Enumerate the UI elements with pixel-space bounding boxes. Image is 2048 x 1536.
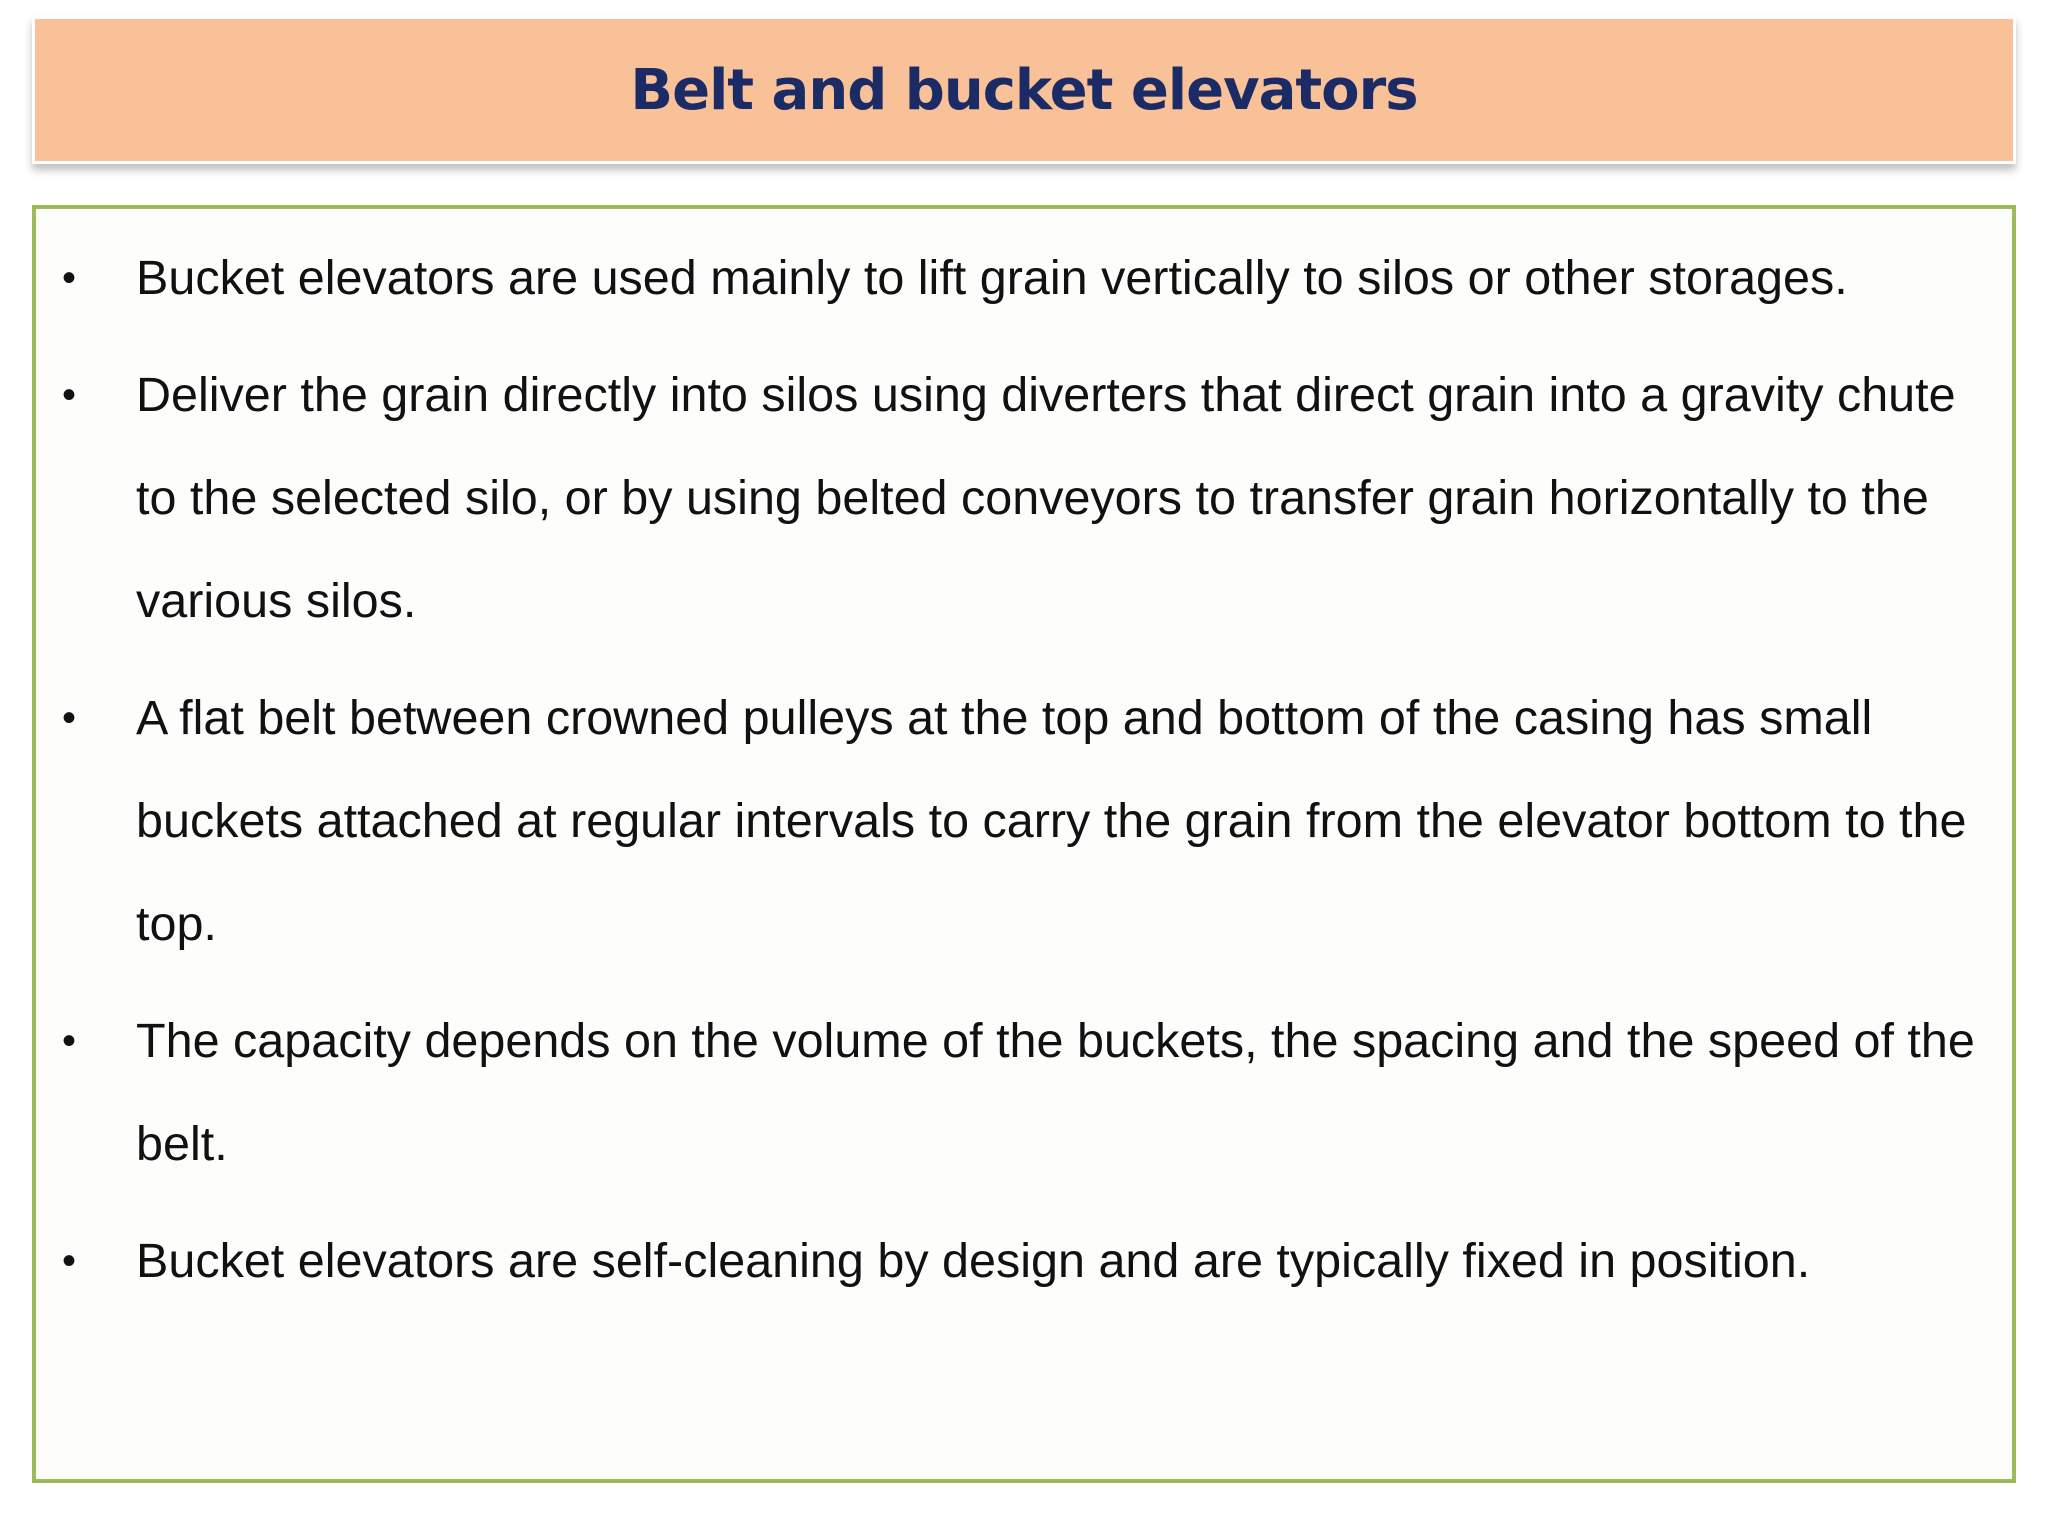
bullet-item [36, 667, 2012, 976]
bullet-item [36, 990, 2012, 1196]
bullet-item [36, 344, 2012, 653]
bullet-text: The capacity depends on the volume of the buckets, the spacing and the speed of the belt. [136, 1014, 1975, 1171]
bullet-item [36, 1210, 2012, 1313]
bullet-icon: • [62, 256, 77, 300]
bullet-icon: • [62, 1239, 77, 1283]
bullet-text: A flat belt between crowned pulleys at the top and bottom of the casing has small buckets attached at regular intervals to carry the grain from the elevator bottom to the top. [136, 691, 1967, 951]
bullet-icon: • [62, 1019, 77, 1063]
bullet-text: Deliver the grain directly into silos using diverters that direct grain into a gravity chute to the selected silo, or by using belted conveyors to transfer grain horizontally to the various silos. [136, 368, 1956, 628]
bullet-icon: • [62, 373, 77, 417]
slide-title: Belt and bucket elevators [630, 57, 1418, 123]
content-box [32, 205, 2016, 1483]
title-banner [32, 16, 2016, 164]
bullet-text: Bucket elevators are self-cleaning by design and are typically fixed in position. [136, 1234, 1811, 1288]
bullet-list [36, 227, 2012, 1327]
bullet-text: Bucket elevators are used mainly to lift grain vertically to silos or other storages. [136, 251, 1848, 305]
bullet-icon: • [62, 696, 77, 740]
bullet-item [36, 227, 2012, 330]
